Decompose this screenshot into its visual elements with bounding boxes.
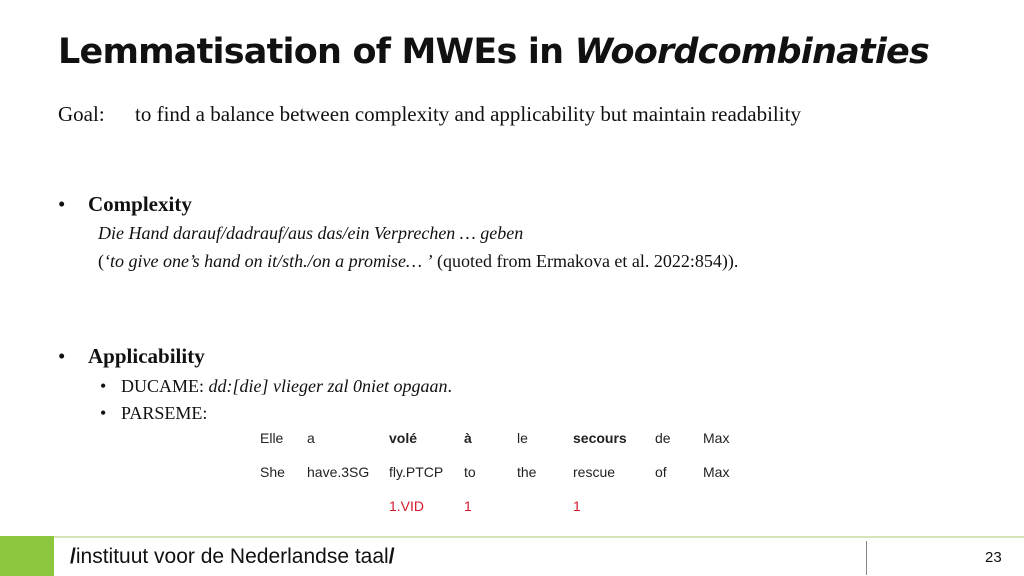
page-number: 23 — [985, 549, 1002, 566]
gloss-open-paren: ( — [98, 251, 104, 271]
mwe-tag: 1 — [573, 498, 581, 514]
complexity-bullet: • — [58, 192, 66, 216]
slide-title-italic: Woordcombinaties — [574, 32, 930, 72]
table-cell: of — [655, 464, 667, 480]
parseme-item — [121, 403, 207, 424]
parseme-bullet: • — [100, 403, 107, 423]
table-cell: de — [655, 430, 671, 446]
logo-slash-right: / — [388, 545, 395, 568]
table-cell-mwe: secours — [573, 430, 627, 446]
gloss-citation: (quoted from Ermakova et al. 2022:854)). — [432, 251, 739, 271]
table-cell: Max — [703, 430, 730, 446]
table-cell-mwe: volé — [389, 430, 418, 446]
complexity-example: Die Hand darauf/dadrauf/aus das/ein Verprechen … geben — [98, 223, 524, 243]
table-cell: fly.PTCP — [389, 464, 444, 480]
footer-accent-block — [0, 536, 54, 576]
mwe-tag: 1 — [464, 498, 472, 514]
slide-title — [58, 32, 929, 72]
table-cell: le — [517, 430, 528, 446]
complexity-heading: Complexity — [88, 192, 192, 216]
table-cell: the — [517, 464, 537, 480]
table-cell: Elle — [260, 430, 284, 446]
table-cell: Max — [703, 464, 730, 480]
ducame-value: dd:[die] vlieger zal 0niet opgaan — [208, 376, 448, 396]
applicability-heading: Applicability — [88, 344, 205, 368]
footer-divider — [0, 536, 1024, 538]
ducame-label: DUCAME: — [121, 376, 209, 396]
parseme-label: PARSEME: — [121, 403, 208, 423]
ducame-suffix: . — [447, 376, 452, 396]
mwe-tag: 1.VID — [389, 498, 425, 514]
footer-separator — [866, 541, 867, 575]
ducame-item — [121, 376, 452, 397]
logo-slash-left: / — [70, 545, 76, 568]
table-cell-mwe: à — [464, 430, 472, 446]
goal-text: to find a balance between complexity and applicability but maintain readability — [135, 102, 801, 126]
complexity-gloss — [98, 251, 738, 272]
applicability-bullet: • — [58, 344, 66, 368]
gloss-translation: ‘to give one’s hand on it/sth./on a promise… ’ — [104, 251, 433, 271]
ivdnt-logo — [70, 545, 395, 569]
ducame-bullet: • — [100, 376, 107, 396]
logo-text: instituut voor de Nederlandse taal — [75, 545, 389, 568]
table-cell: to — [464, 464, 476, 480]
slide-title-main: Lemmatisation of MWEs in — [58, 32, 575, 72]
goal-label: Goal: — [58, 102, 105, 126]
table-cell: a — [307, 430, 315, 446]
table-cell: have.3SG — [307, 464, 370, 480]
table-cell: She — [260, 464, 285, 480]
table-cell: rescue — [573, 464, 616, 480]
